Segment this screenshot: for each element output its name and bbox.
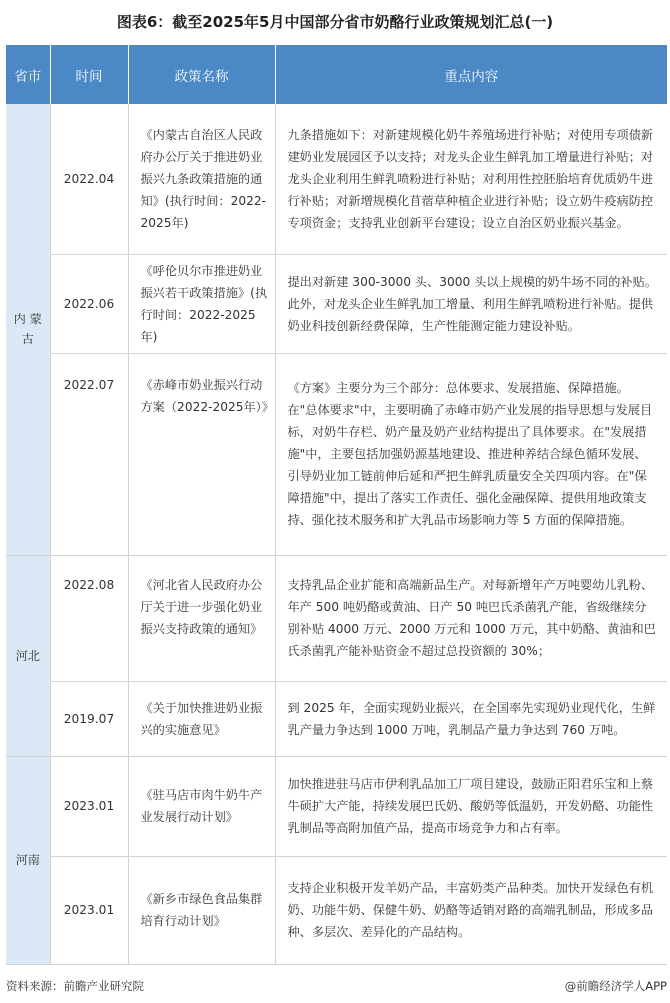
time-cell: 2022.07 — [50, 353, 128, 555]
time-cell: 2023.01 — [50, 756, 128, 856]
table-row — [6, 856, 667, 964]
content-cell: 加快推进驻马店市伊利乳品加工厂项目建设，鼓励正阳君乐宝和上蔡牛硕扩大产能，持续发展巴氏奶、酸奶等低温奶，开发奶酪、功能性乳制品等高附加值产品，提高市场竞争力和占有率。 — [275, 756, 667, 856]
policy-name-cell: 《驻马店市肉牛奶牛产业发展行动计划》 — [128, 756, 275, 856]
header-content: 重点内容 — [275, 45, 667, 104]
header-time: 时间 — [50, 45, 128, 104]
policy-name-cell: 《呼伦贝尔市推进奶业振兴若干政策措施》(执行时间：2022-2025年) — [128, 254, 275, 353]
province-cell-henan: 河南 — [6, 756, 50, 964]
content-cell: 《方案》主要分为三个部分：总体要求、发展措施、保障措施。在"总体要求"中，主要明确了赤峰市奶产业发展的指导思想与发展目标，对奶牛存栏、奶产量及奶产业结构提出了具体要求。在"发展措施"中，主要包括加强奶源基地建设、推进种养结合绿色循环发展、引导奶业加工链前伸后延和严把生鲜乳质量安全关四项内容。在"保障措施"中，提出了落实工作责任、强化金融保障、提供用地政策支持、强化技术服务和扩大乳品市场影响力等 5 方面的保障措施。 — [275, 353, 667, 555]
table-row — [6, 681, 667, 756]
province-label: 内 蒙 古 — [13, 311, 42, 346]
policy-name-cell: 《赤峰市奶业振兴行动方案（2022-2025年）》 — [128, 353, 275, 555]
content-cell: 支持企业积极开发羊奶产品，丰富奶类产品种类。加快开发绿色有机奶、功能牛奶、保健牛奶、奶酪等适销对路的高端乳制品，形成多品种、多层次、差异化的产品结构。 — [275, 856, 667, 964]
time-cell: 2022.08 — [50, 555, 128, 681]
time-cell: 2022.04 — [50, 104, 128, 254]
table-row — [6, 555, 667, 681]
brand-credit: @前瞻经济学人APP — [564, 979, 667, 993]
policy-name-cell: 《河北省人民政府办公厅关于进一步强化奶业振兴支持政策的通知》 — [128, 555, 275, 681]
time-cell: 2019.07 — [50, 681, 128, 756]
source-note: 资料来源：前瞻产业研究院 — [6, 979, 144, 993]
table-header-row — [6, 45, 667, 104]
policy-name-cell: 《关于加快推进奶业振兴的实施意见》 — [128, 681, 275, 756]
page-title: 图表6：截至2025年5月中国部分省市奶酪行业政策规划汇总(一) — [116, 13, 554, 31]
content-cell: 支持乳品企业扩能和高端新品生产。对每新增年产万吨婴幼儿乳粉、年产 500 吨奶酪或黄油、日产 50 吨巴氏杀菌乳产能，省级继续分别补贴 4000 万元、2000 万元和 1000 万元，其中奶酪、黄油和巴氏杀菌乳产能补贴资金不超过总投资额的 30%； — [275, 555, 667, 681]
content-cell: 提出对新建 300-3000 头、3000 头以上规模的奶牛场不同的补贴。此外，对龙头企业生鲜乳加工增量、利用生鲜乳喷粉进行补贴。提供奶业科技创新经费保障，生产性能测定能力建设补贴。 — [275, 254, 667, 353]
time-cell: 2023.01 — [50, 856, 128, 964]
footer — [6, 976, 667, 998]
table-row — [6, 353, 667, 555]
header-province: 省市 — [6, 45, 50, 104]
province-cell-hebei: 河北 — [6, 555, 50, 756]
content-cell: 九条措施如下：对新建规模化奶牛养殖场进行补贴；对使用专项债新建奶业发展园区予以支持；对龙头企业生鲜乳加工增量进行补贴；对龙头企业利用生鲜乳喷粉进行补贴；对利用性控胚胎培育优质奶牛进行补贴；对新增规模化苜蓿草种植企业进行补贴；设立奶牛疫病防控专项资金；支持乳业创新平台建设；设立自治区奶业振兴基金。 — [275, 104, 667, 254]
header-policy: 政策名称 — [128, 45, 275, 104]
table-row — [6, 756, 667, 856]
policy-table — [6, 45, 667, 965]
table-row — [6, 104, 667, 254]
policy-name-cell: 《新乡市绿色食品集群培育行动计划》 — [128, 856, 275, 964]
content-cell: 到 2025 年，全面实现奶业振兴，在全国率先实现奶业现代化，生鲜乳产量力争达到 1000 万吨，乳制品产量力争达到 760 万吨。 — [275, 681, 667, 756]
time-cell: 2022.06 — [50, 254, 128, 353]
table-row — [6, 254, 667, 353]
policy-name-cell: 《内蒙古自治区人民政府办公厅关于推进奶业振兴九条政策措施的通知》(执行时间：2022-2025年) — [128, 104, 275, 254]
province-cell-neimenggu — [6, 104, 50, 555]
